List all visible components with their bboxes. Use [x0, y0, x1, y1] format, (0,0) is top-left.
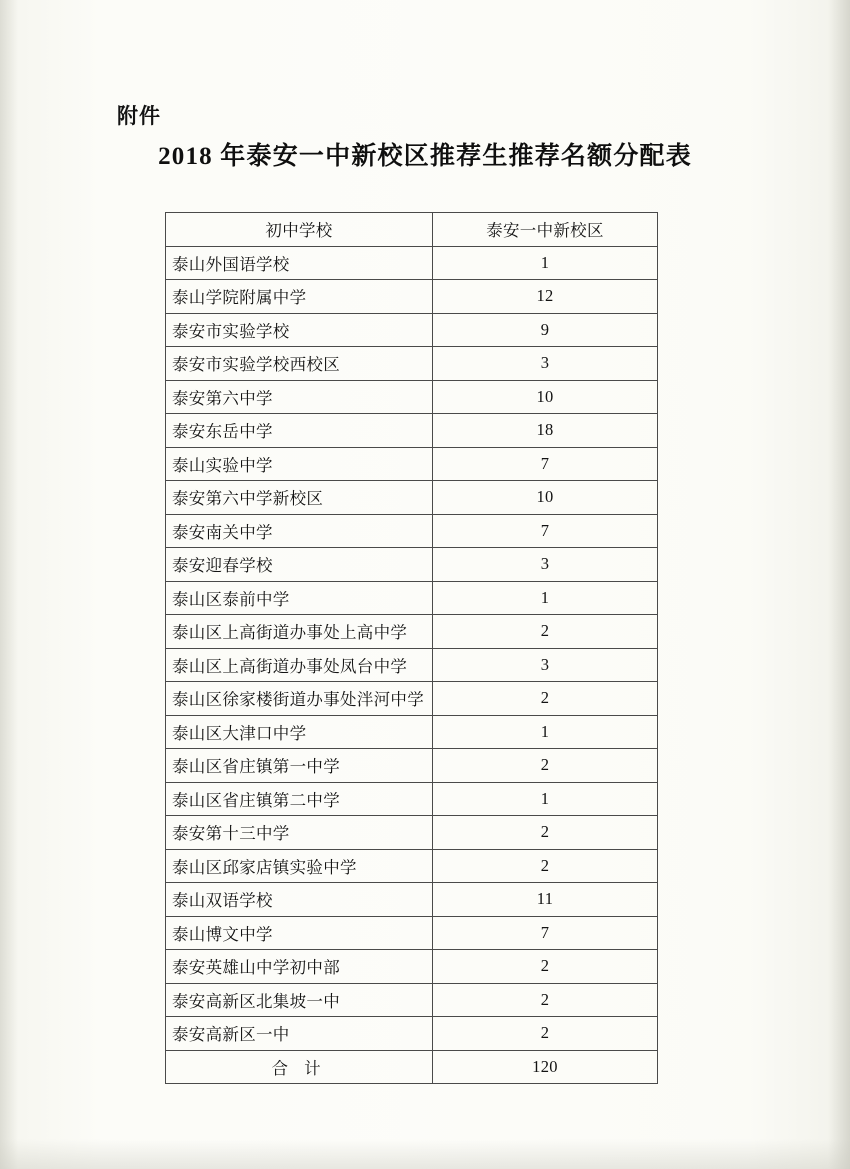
- total-label: 合 计: [166, 1050, 433, 1084]
- cell-school: 泰安第六中学: [166, 380, 433, 414]
- column-header-school: 初中学校: [166, 213, 433, 247]
- cell-quota: 1: [433, 715, 658, 749]
- cell-school: 泰安迎春学校: [166, 548, 433, 582]
- table-total-row: [166, 1050, 658, 1084]
- total-quota: 120: [433, 1050, 658, 1084]
- cell-quota: 2: [433, 816, 658, 850]
- cell-quota: 10: [433, 481, 658, 515]
- table-row: [166, 1017, 658, 1051]
- table-row: [166, 447, 658, 481]
- table-row: [166, 347, 658, 381]
- table-row: [166, 548, 658, 582]
- cell-school: 泰山外国语学校: [166, 246, 433, 280]
- cell-school: 泰安南关中学: [166, 514, 433, 548]
- cell-quota: 2: [433, 682, 658, 716]
- cell-school: 泰山博文中学: [166, 916, 433, 950]
- cell-school: 泰安高新区一中: [166, 1017, 433, 1051]
- table-row: [166, 514, 658, 548]
- cell-school: 泰安第十三中学: [166, 816, 433, 850]
- cell-school: 泰山双语学校: [166, 883, 433, 917]
- table-row: [166, 380, 658, 414]
- cell-school: 泰安东岳中学: [166, 414, 433, 448]
- cell-school: 泰山区上高街道办事处凤台中学: [166, 648, 433, 682]
- table-body: [166, 246, 658, 1050]
- table-row: [166, 414, 658, 448]
- cell-quota: 3: [433, 347, 658, 381]
- table-row: [166, 280, 658, 314]
- cell-school: 泰山区邱家店镇实验中学: [166, 849, 433, 883]
- cell-school: 泰山区泰前中学: [166, 581, 433, 615]
- allocation-table-container: [165, 212, 657, 1084]
- table-row: [166, 648, 658, 682]
- allocation-table: [165, 212, 658, 1084]
- cell-quota: 2: [433, 849, 658, 883]
- table-row: [166, 481, 658, 515]
- table-row: [166, 749, 658, 783]
- cell-quota: 1: [433, 246, 658, 280]
- page-edge-shadow-left: [0, 0, 18, 1169]
- cell-quota: 10: [433, 380, 658, 414]
- cell-quota: 9: [433, 313, 658, 347]
- table-row: [166, 715, 658, 749]
- cell-school: 泰山区徐家楼街道办事处泮河中学: [166, 682, 433, 716]
- attachment-label: 附件: [117, 104, 161, 128]
- table-row: [166, 782, 658, 816]
- column-header-quota: 泰安一中新校区: [433, 213, 658, 247]
- cell-school: 泰山区省庄镇第一中学: [166, 749, 433, 783]
- table-row: [166, 950, 658, 984]
- table-row: [166, 849, 658, 883]
- cell-quota: 2: [433, 1017, 658, 1051]
- cell-quota: 3: [433, 648, 658, 682]
- page-title: 2018 年泰安一中新校区推荐生推荐名额分配表: [158, 143, 692, 170]
- cell-school: 泰安市实验学校: [166, 313, 433, 347]
- cell-quota: 2: [433, 950, 658, 984]
- cell-quota: 1: [433, 782, 658, 816]
- cell-school: 泰山区大津口中学: [166, 715, 433, 749]
- table-header-row: [166, 213, 658, 247]
- cell-school: 泰山学院附属中学: [166, 280, 433, 314]
- cell-quota: 7: [433, 916, 658, 950]
- cell-quota: 18: [433, 414, 658, 448]
- cell-quota: 1: [433, 581, 658, 615]
- cell-school: 泰山区省庄镇第二中学: [166, 782, 433, 816]
- cell-school: 泰安英雄山中学初中部: [166, 950, 433, 984]
- table-row: [166, 883, 658, 917]
- table-row: [166, 581, 658, 615]
- page-edge-shadow-right: [828, 0, 850, 1169]
- cell-school: 泰山区上高街道办事处上高中学: [166, 615, 433, 649]
- table-row: [166, 313, 658, 347]
- cell-school: 泰安第六中学新校区: [166, 481, 433, 515]
- cell-quota: 12: [433, 280, 658, 314]
- table-row: [166, 682, 658, 716]
- cell-quota: 2: [433, 983, 658, 1017]
- cell-quota: 3: [433, 548, 658, 582]
- table-row: [166, 816, 658, 850]
- cell-quota: 11: [433, 883, 658, 917]
- cell-quota: 2: [433, 749, 658, 783]
- page-edge-shadow-bottom: [0, 1139, 850, 1169]
- cell-school: 泰山实验中学: [166, 447, 433, 481]
- table-row: [166, 615, 658, 649]
- table-row: [166, 916, 658, 950]
- cell-school: 泰安高新区北集坡一中: [166, 983, 433, 1017]
- cell-quota: 7: [433, 514, 658, 548]
- table-row: [166, 983, 658, 1017]
- table-row: [166, 246, 658, 280]
- cell-school: 泰安市实验学校西校区: [166, 347, 433, 381]
- cell-quota: 7: [433, 447, 658, 481]
- cell-quota: 2: [433, 615, 658, 649]
